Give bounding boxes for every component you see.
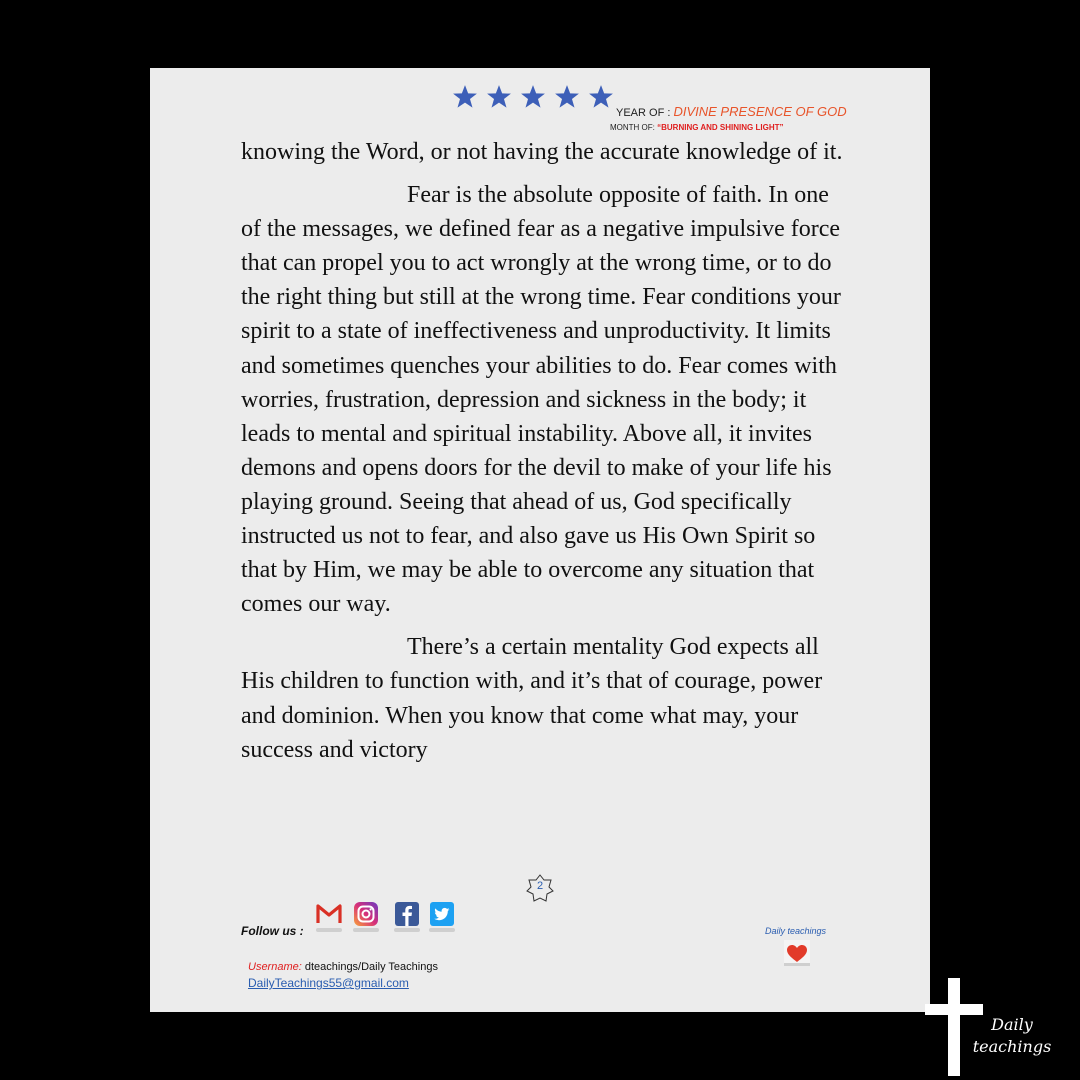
follow-us-label: Follow us : bbox=[241, 924, 304, 938]
heart-logo-icon bbox=[784, 940, 810, 966]
twitter-icon[interactable] bbox=[429, 902, 455, 926]
username-line bbox=[248, 961, 438, 973]
paragraph: Fear is the absolute opposite of faith. In one of the messages, we defined fear as a negative impulsive force that can propel you to act wrongly at the wrong time, or to do the right thing but still at the wrong time. Fear conditions your spirit to a state of ineffectiveness and unproductivity. It limits and sometimes quenches your abilities to do. Fear comes with worries, frustration, depression and sickness in the body; it leads to mental and spiritual instability. Above all, it invites demons and opens doors for the devil to make of your life his playing ground. Seeing that ahead of us, God specifically instructed us not to fear, and also gave us His Own Spirit so that by Him, we may be able to overcome any situation that comes our way. bbox=[241, 182, 841, 618]
star-icon bbox=[520, 84, 546, 110]
document-page bbox=[150, 68, 930, 1012]
year-theme: DIVINE PRESENCE OF GOD bbox=[673, 104, 847, 119]
paragraph: knowing the Word, or not having the accurate knowledge of it. bbox=[241, 139, 843, 165]
month-theme-line bbox=[610, 123, 783, 132]
body-text bbox=[241, 135, 851, 776]
month-prefix: MONTH OF: bbox=[610, 123, 658, 132]
star-icon bbox=[486, 84, 512, 110]
username-value: dteachings/Daily Teachings bbox=[301, 961, 438, 973]
month-theme: “BURNING AND SHINING LIGHT” bbox=[657, 123, 784, 132]
star-icon bbox=[452, 84, 478, 110]
username-label: Username: bbox=[248, 961, 302, 973]
page-number-label: 2 bbox=[536, 880, 544, 892]
star-icon bbox=[554, 84, 580, 110]
brand-watermark bbox=[962, 1014, 1062, 1058]
page-number bbox=[526, 874, 554, 902]
rating-stars bbox=[452, 84, 614, 110]
star-icon bbox=[588, 84, 614, 110]
instagram-icon[interactable] bbox=[353, 902, 379, 926]
daily-teachings-label: Daily teachings bbox=[765, 926, 827, 936]
gmail-icon[interactable] bbox=[316, 902, 342, 926]
brand-line-1: Daily bbox=[991, 1015, 1033, 1034]
facebook-icon[interactable] bbox=[394, 902, 420, 926]
year-theme-line bbox=[616, 104, 847, 119]
brand-line-2: teachings bbox=[972, 1037, 1052, 1056]
year-prefix: YEAR OF : bbox=[616, 107, 674, 119]
paragraph: There’s a certain mentality God expects all His children to function with, and it’s that of courage, power and dominion. When you know that come what may, your success and victory bbox=[241, 634, 823, 763]
email-link[interactable]: DailyTeachings55@gmail.com bbox=[248, 976, 409, 990]
